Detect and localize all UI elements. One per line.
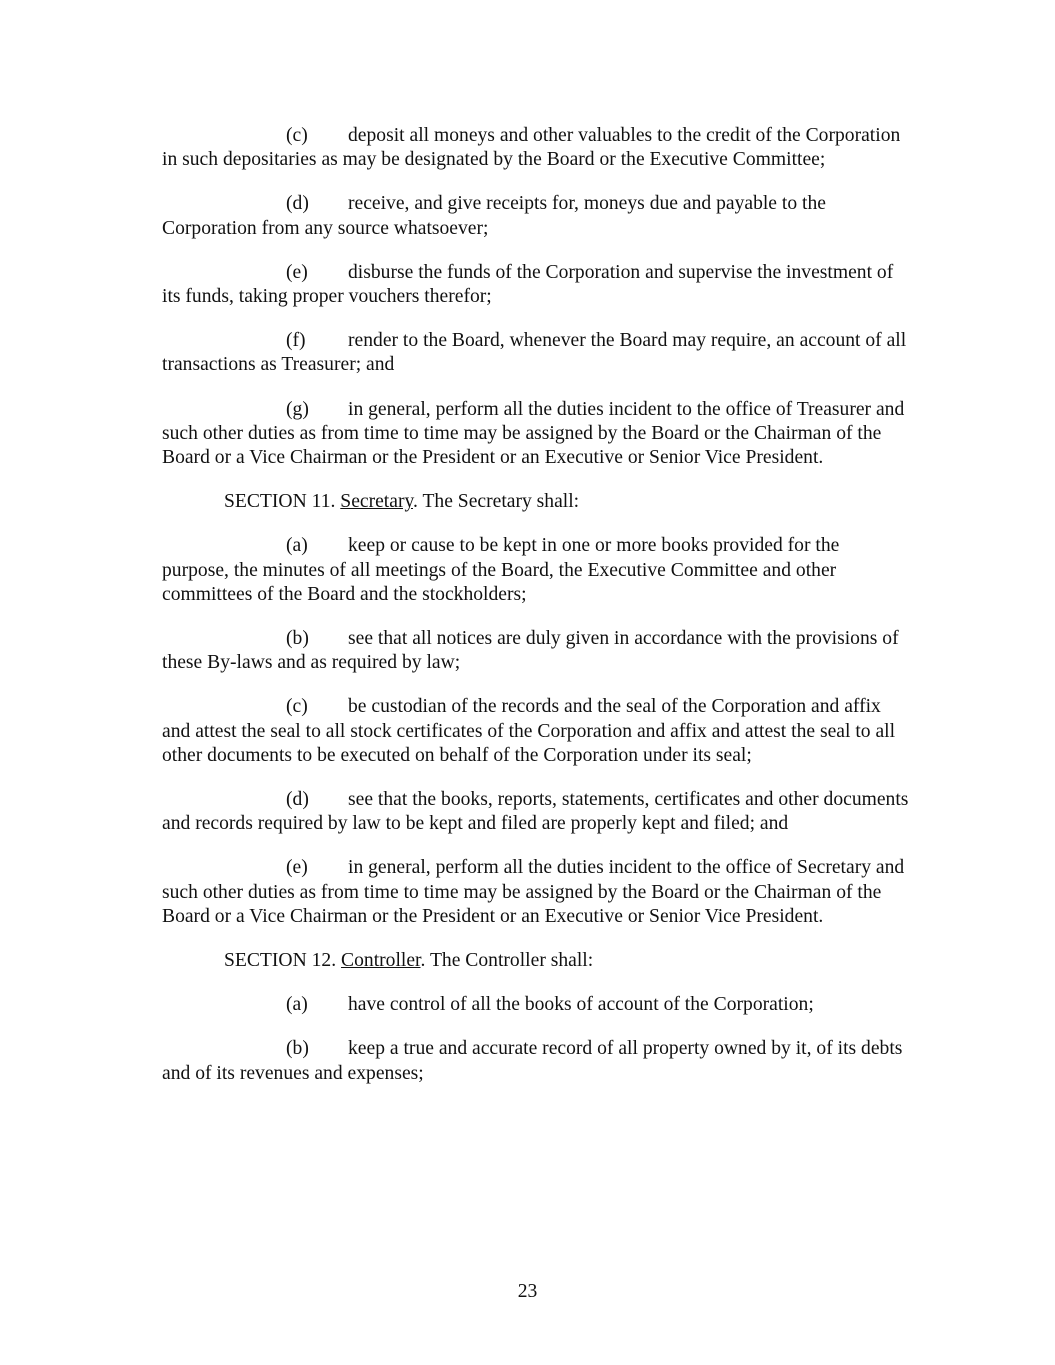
section-rest: . The Secretary shall: (413, 491, 580, 513)
item-text: keep a true and accurate record of all property owned by it, of its debts and of its revenues and expenses; (162, 1038, 903, 1084)
item-label: (c) (286, 696, 308, 718)
treasurer-duty-c (162, 124, 910, 172)
item-text: keep or cause to be kept in one or more books provided for the purpose, the minutes of all meetings of the Board, the Executive Committee and other committees of the Board and the stockholders; (162, 535, 840, 605)
section-title: Secretary (340, 491, 413, 513)
item-label: (b) (286, 1038, 309, 1060)
item-text: in general, perform all the duties incident to the office of Secretary and such other duties as from time to time may be assigned by the Board or the Chairman of the Board or a Vice Chairman or the President or an Executive or Senior Vice President. (162, 857, 905, 927)
item-label: (d) (286, 789, 309, 811)
secretary-duty-d (162, 788, 910, 836)
item-text: in general, perform all the duties incident to the office of Treasurer and such other duties as from time to time may be assigned by the Board or the Chairman of the Board or a Vice Chairman or the President or an Executive or Senior Vice President. (162, 398, 905, 469)
secretary-duty-a (162, 534, 910, 607)
item-text: deposit all moneys and other valuables to the credit of the Corporation in such depositaries as may be designated by the Board or the Executive Committee; (162, 125, 901, 171)
treasurer-duty-f (162, 329, 910, 377)
item-text: disburse the funds of the Corporation and supervise the investment of its funds, taking proper vouchers therefor; (162, 261, 894, 308)
treasurer-duty-e (162, 261, 910, 309)
item-label: (e) (286, 261, 308, 283)
item-text: see that all notices are duly given in accordance with the provisions of these By-laws and as required by law; (162, 628, 899, 674)
item-text: have control of all the books of account of the Corporation; (348, 994, 814, 1016)
secretary-duty-e (162, 856, 910, 929)
section-12-heading (162, 949, 910, 973)
item-label: (b) (286, 628, 309, 650)
section-11-heading (162, 490, 910, 514)
section-rest: . The Controller shall: (420, 950, 594, 972)
treasurer-duty-d (162, 192, 910, 240)
item-text: render to the Board, whenever the Board may require, an account of all transactions as Treasurer; and (162, 330, 907, 376)
item-label: (f) (286, 330, 306, 352)
item-label: (g) (286, 398, 309, 420)
treasurer-duty-g (162, 398, 910, 471)
secretary-duty-b (162, 627, 910, 675)
section-prefix: SECTION 11. (224, 491, 341, 513)
document-body (162, 124, 910, 1106)
controller-duty-a (162, 993, 910, 1017)
section-title: Controller (341, 950, 421, 972)
item-text: see that the books, reports, statements, certificates and other documents and records required by law to be kept and filed are properly kept and filed; and (162, 789, 909, 835)
section-prefix: SECTION 12. (224, 950, 342, 972)
item-label: (e) (286, 857, 308, 879)
item-label: (a) (286, 535, 308, 557)
item-label: (c) (286, 125, 308, 146)
item-text: be custodian of the records and the seal of the Corporation and affix and attest the seal to all stock certificates of the Corporation and affix and attest the seal to all other documents to be executed on behalf of the Corporation under its seal; (162, 696, 896, 766)
secretary-duty-c (162, 695, 910, 768)
page-number: 23 (517, 1281, 538, 1302)
controller-duty-b (162, 1037, 910, 1085)
item-label: (d) (286, 193, 309, 215)
item-label: (a) (286, 994, 308, 1016)
item-text: receive, and give receipts for, moneys due and payable to the Corporation from any source whatsoever; (162, 193, 826, 239)
